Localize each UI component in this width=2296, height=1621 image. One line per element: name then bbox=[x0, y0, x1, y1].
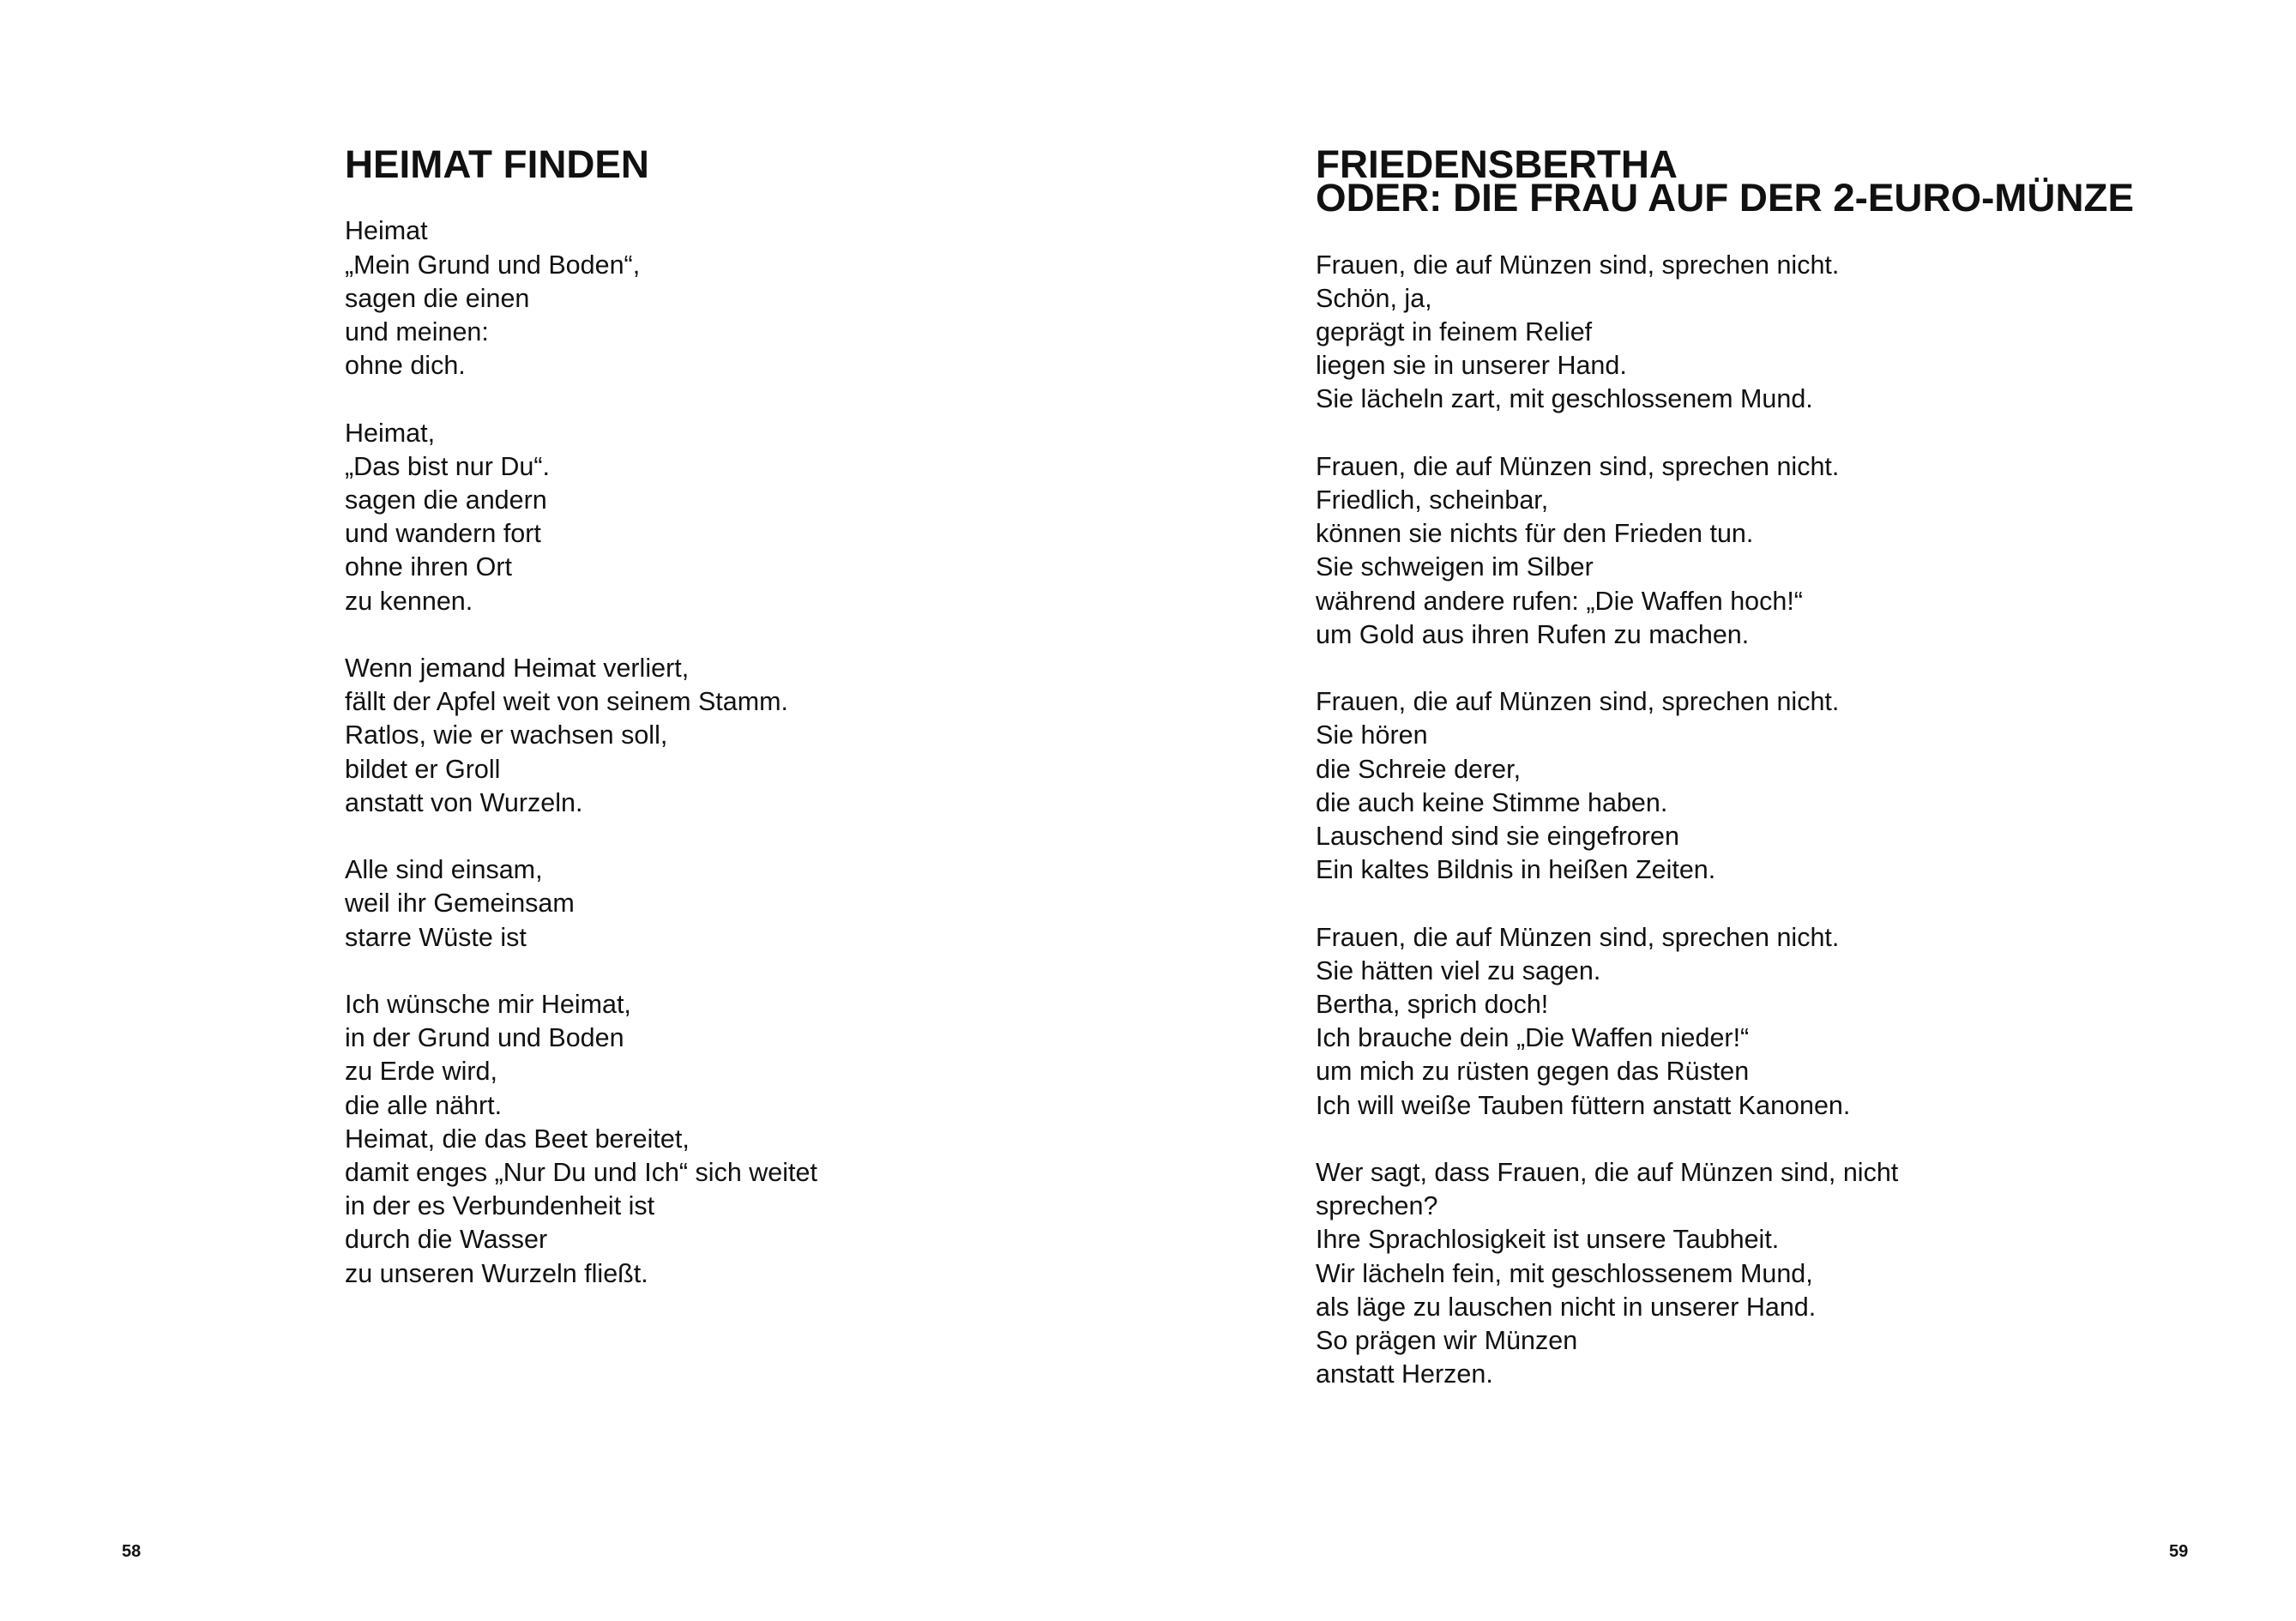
verse-line: Bertha, sprich doch! bbox=[1316, 990, 1549, 1020]
verse-line: um Gold aus ihren Rufen zu machen. bbox=[1316, 619, 1750, 649]
stanza bbox=[345, 988, 1100, 1291]
poem-title bbox=[1316, 142, 2134, 220]
verse-line: Friedlich, scheinbar, bbox=[1316, 485, 1549, 515]
verse-line: Alle sind einsam, bbox=[345, 855, 543, 885]
verse-line: Sie hätten viel zu sagen. bbox=[1316, 955, 1601, 985]
verse-line: Wer sagt, dass Frauen, die auf Münzen sind, nicht bbox=[1316, 1158, 1899, 1188]
stanza bbox=[1316, 921, 2088, 1123]
verse-line: „Mein Grund und Boden“, bbox=[345, 250, 641, 280]
verse-line: sagen die andern bbox=[345, 485, 547, 515]
verse-line: Heimat bbox=[345, 216, 428, 246]
stanza bbox=[1316, 450, 2088, 652]
verse-line: um mich zu rüsten gegen das Rüsten bbox=[1316, 1057, 1750, 1087]
verse-line: Frauen, die auf Münzen sind, sprechen nicht. bbox=[1316, 687, 1840, 717]
stanza bbox=[345, 652, 1100, 820]
verse-line: Ich will weiße Tauben füttern anstatt Kanonen. bbox=[1316, 1090, 1851, 1120]
verse-line: geprägt in feinem Relief bbox=[1316, 317, 1593, 346]
verse-line: anstatt von Wurzeln. bbox=[345, 787, 583, 817]
verse-line: Sie schweigen im Silber bbox=[1316, 552, 1594, 582]
verse-line: Frauen, die auf Münzen sind, sprechen nicht. bbox=[1316, 922, 1840, 952]
verse-line: Ratlos, wie er wachsen soll, bbox=[345, 720, 668, 750]
verse-line: liegen sie in unserer Hand. bbox=[1316, 351, 1627, 381]
verse-line: können sie nichts für den Frieden tun. bbox=[1316, 519, 1754, 549]
poem-friedensbertha bbox=[1316, 142, 2134, 1391]
stanza bbox=[345, 417, 1100, 618]
verse-line: in der Grund und Boden bbox=[345, 1023, 624, 1053]
verse-line: weil ihr Gemeinsam bbox=[345, 889, 575, 919]
poem-title bbox=[345, 142, 1100, 186]
page-number-left: 58 bbox=[122, 1542, 142, 1561]
verse-line: zu Erde wird, bbox=[345, 1057, 497, 1087]
verse-line: starre Wüste ist bbox=[345, 922, 527, 952]
verse-line: ohne ihren Ort bbox=[345, 552, 512, 582]
verse-line: sagen die einen bbox=[345, 283, 530, 313]
verse-line: Frauen, die auf Münzen sind, sprechen nicht. bbox=[1316, 250, 1840, 280]
verse-line: Heimat, die das Beet bereitet, bbox=[345, 1124, 690, 1154]
stanza bbox=[345, 853, 1100, 955]
verse-line: Lauschend sind sie eingefroren bbox=[1316, 822, 1679, 852]
stanza bbox=[1316, 1156, 2088, 1391]
title-line: HEIMAT FINDEN bbox=[345, 142, 649, 186]
verse-line: ohne dich. bbox=[345, 351, 466, 381]
verse-line: durch die Wasser bbox=[345, 1225, 548, 1255]
stanza bbox=[1316, 249, 2088, 417]
verse-line: Ihre Sprachlosigkeit ist unsere Taubheit. bbox=[1316, 1225, 1780, 1255]
verse-line: Sie hören bbox=[1316, 720, 1428, 750]
verse-line: Wenn jemand Heimat verliert, bbox=[345, 654, 690, 683]
verse-line: zu unseren Wurzeln fließt. bbox=[345, 1258, 648, 1288]
verse-line: Schön, ja, bbox=[1316, 283, 1432, 313]
right-page bbox=[1148, 0, 2296, 1621]
verse-line: die auch keine Stimme haben. bbox=[1316, 787, 1668, 817]
stanza bbox=[345, 214, 1100, 383]
verse-line: So prägen wir Münzen bbox=[1316, 1326, 1578, 1356]
verse-line: als läge zu lauschen nicht in unserer Hand. bbox=[1316, 1292, 1817, 1322]
verse-line: fällt der Apfel weit von seinem Stamm. bbox=[345, 687, 789, 717]
verse-line: Ein kaltes Bildnis in heißen Zeiten. bbox=[1316, 855, 1716, 885]
verse-line: die alle nährt. bbox=[345, 1090, 503, 1120]
verse-line: Ich brauche dein „Die Waffen nieder!“ bbox=[1316, 1023, 1750, 1053]
verse-line: sprechen? bbox=[1316, 1191, 1438, 1221]
verse-line: und wandern fort bbox=[345, 519, 541, 549]
verse-line: Ich wünsche mir Heimat, bbox=[345, 990, 631, 1019]
verse-line: die Schreie derer, bbox=[1316, 754, 1522, 784]
verse-line: zu kennen. bbox=[345, 586, 473, 616]
verse-line: bildet er Groll bbox=[345, 754, 501, 784]
verse-line: und meinen: bbox=[345, 317, 489, 346]
verse-line: Frauen, die auf Münzen sind, sprechen nicht. bbox=[1316, 451, 1840, 481]
verse-line: anstatt Herzen. bbox=[1316, 1359, 1493, 1389]
verse-line: Heimat, bbox=[345, 418, 436, 448]
poem-heimat-finden bbox=[345, 142, 1100, 1291]
poem-body bbox=[1316, 249, 2088, 1392]
title-line: FRIEDENSBERTHA bbox=[1316, 142, 1678, 186]
page-number-right: 59 bbox=[2169, 1542, 2189, 1561]
verse-line: Wir lächeln fein, mit geschlossenem Mund, bbox=[1316, 1258, 1813, 1288]
verse-line: Sie lächeln zart, mit geschlossenem Mund. bbox=[1316, 384, 1813, 414]
verse-line: damit enges „Nur Du und Ich“ sich weitet bbox=[345, 1158, 817, 1188]
title-line: ODER: DIE FRAU AUF DER 2-EURO-MÜNZE bbox=[1316, 176, 2134, 220]
stanza bbox=[1316, 685, 2088, 887]
poem-body bbox=[345, 214, 1100, 1290]
verse-line: während andere rufen: „Die Waffen hoch!“ bbox=[1316, 586, 1803, 616]
verse-line: „Das bist nur Du“. bbox=[345, 451, 550, 481]
verse-line: in der es Verbundenheit ist bbox=[345, 1191, 655, 1221]
